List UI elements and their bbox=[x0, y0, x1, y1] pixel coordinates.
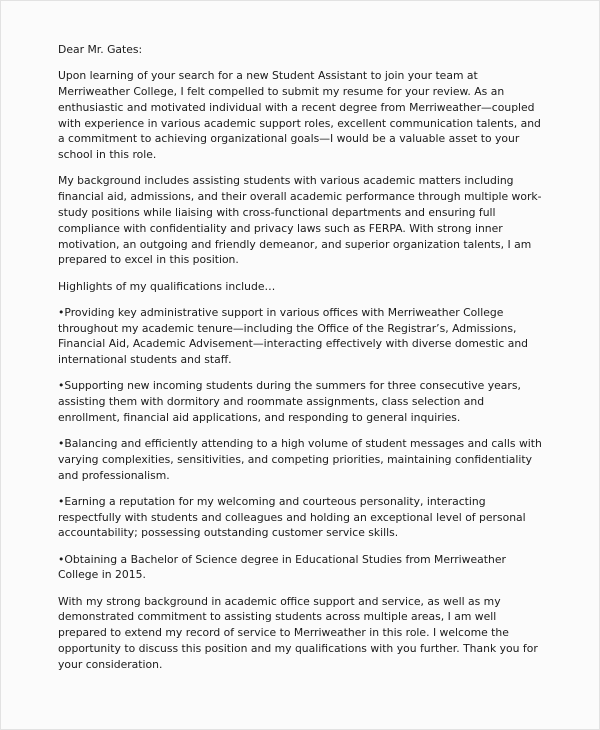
bullet-supporting-students: •Supporting new incoming students during the summers for three consecutive years, assisting them with dormitory and roommate assignments, class selection and enrollment, financial aid applications, and responding to general inquiries. bbox=[58, 379, 521, 424]
paragraph-highlights-intro: Highlights of my qualifications include… bbox=[58, 279, 276, 293]
cover-letter-body bbox=[58, 42, 548, 683]
bullet-reputation: •Earning a reputation for my welcoming and courteous personality, interacting respectfully with students and colleagues and holding an exceptional level of personal accountability; possessing outstanding customer service skills. bbox=[58, 494, 526, 540]
paragraph-introduction: Upon learning of your search for a new Student Assistant to join your team at Merriweather College, I felt compelled to submit my resume for your review. As an enthusiastic and motivated individual with a recent degree from Merriweather—coupled with experience in various academic support roles, excellent communication talents, and a commitment to achieving organizational goals—I would be a valuable asset to your school in this role. bbox=[58, 69, 541, 162]
bullet-degree: •Obtaining a Bachelor of Science degree in Educational Studies from Merriweather College in 2015. bbox=[58, 552, 506, 582]
salutation: Dear Mr. Gates: bbox=[58, 43, 143, 56]
bullet-administrative-support: •Providing key administrative support in various offices with Merriweather College throughout my academic tenure—including the Office of the Registrar’s, Admissions, Financial Aid, Academic Advisement—interacting effectively with diverse domestic and international students and staff. bbox=[58, 305, 529, 367]
paragraph-background: My background includes assisting students with various academic matters including financial aid, admissions, and their overall academic performance through multiple work-study positions while liaising with cross-functional departments and ensuring full compliance with confidentiality and privacy laws such as FERPA. With strong inner motivation, an outgoing and friendly demeanor, and superior organization talents, I am prepared to excel in this position. bbox=[58, 174, 542, 267]
bullet-balancing-messages: •Balancing and efficiently attending to a high volume of student messages and calls with varying complexities, sensitivities, and competing priorities, maintaining confidentiality and professionalism. bbox=[58, 437, 542, 482]
paragraph-closing: With my strong background in academic office support and service, as well as my demonstrated commitment to assisting students across multiple areas, I am well prepared to extend my record of service to Merriweather in this role. I welcome the opportunity to discuss this position and my qualifications with you further. Thank you for your consideration. bbox=[58, 594, 538, 671]
